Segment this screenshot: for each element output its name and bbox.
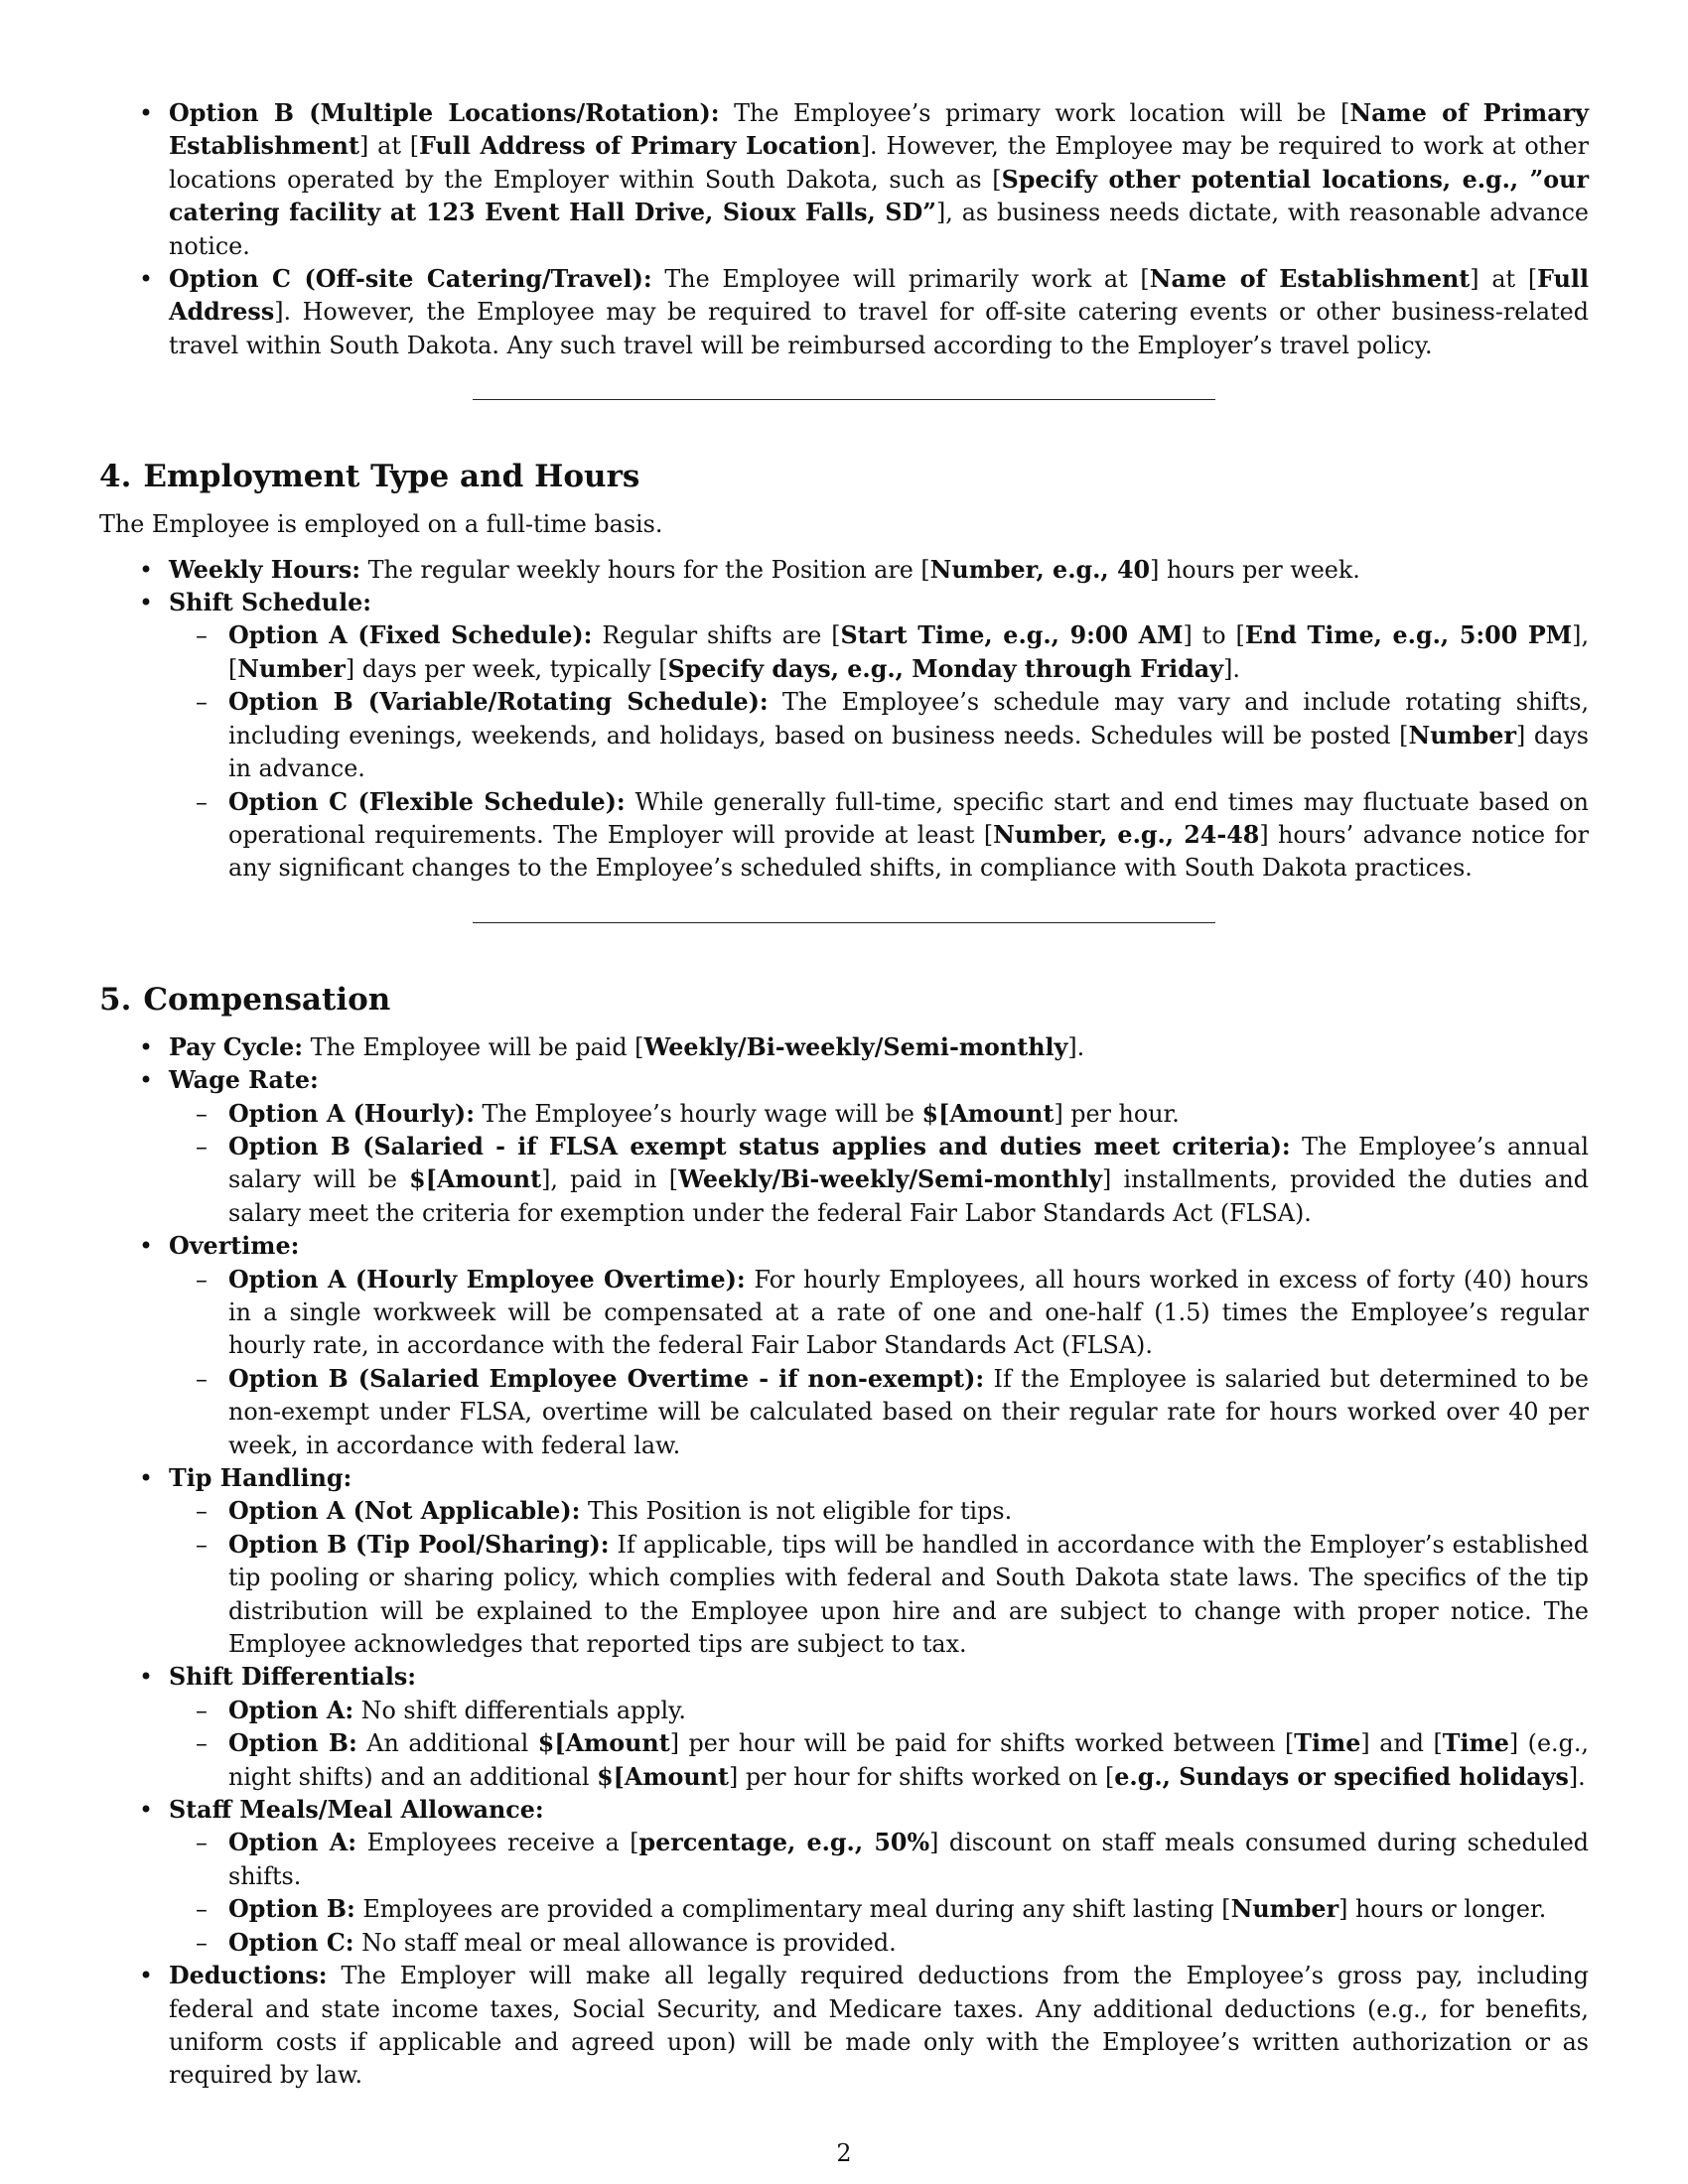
sub-list (169, 1695, 1589, 1794)
item-label: Option A (Fixed Schedule): (228, 621, 593, 650)
sub-list-item (169, 1363, 1589, 1462)
item-label: Option B (Multiple Locations/Rotation): (169, 99, 720, 127)
item-text: If the Employee is salaried but determined to be non-exempt under FLSA, overtime will be calculated based on their regular rate for hours worked over 40 per week, in accordance with federal law. (228, 1364, 1589, 1459)
item-text: Employees receive a [ (356, 1829, 639, 1857)
item-label: Option B: (228, 1729, 357, 1758)
item-text: The Employer will make all legally required deductions from the Employee’s gross pay, including federal and state income taxes, Social Security, and Medicare taxes. Any additional deductions (e.g., for benefits, uniform costs if applicable and agreed upon) will be made only with the Employee’s written authorization or as required by law. (169, 1962, 1589, 2090)
section-4-number: 4. (99, 459, 132, 495)
item-text: ] installments, provided the duties and salary meet the criteria for exemption under the federal Fair Labor Standards Act (FLSA). (228, 1165, 1590, 1227)
placeholder-text: percentage, e.g., 50% (638, 1829, 930, 1857)
placeholder-text: Number, e.g., 24-48 (993, 820, 1260, 849)
item-label: Wage Rate: (169, 1066, 319, 1095)
item-label: Option B (Variable/Rotating Schedule): (228, 688, 769, 717)
placeholder-text: Number (1230, 1895, 1339, 1924)
item-label: Option B (Tip Pool/Sharing): (228, 1530, 610, 1559)
sub-list (169, 1098, 1589, 1231)
section-divider (473, 399, 1215, 400)
item-text: ] to [ (1183, 621, 1245, 650)
item-label: Overtime: (169, 1232, 300, 1261)
item-text: ] discount on staff meals consumed during scheduled shifts. (228, 1829, 1590, 1890)
sub-list (169, 1264, 1589, 1462)
item-text: No shift differentials apply. (353, 1696, 686, 1724)
placeholder-text: Time (1294, 1729, 1361, 1758)
item-text: An additional (356, 1729, 538, 1758)
item-text: ] hours or longer. (1338, 1895, 1547, 1924)
list-item (99, 1960, 1589, 2093)
item-label: Option C: (228, 1928, 354, 1957)
item-label: Option A (Hourly Employee Overtime): (228, 1265, 746, 1294)
placeholder-text: Name of Primary Establishment (169, 99, 1590, 161)
sub-list-item (169, 1927, 1589, 1960)
placeholder-text: Number, e.g., 40 (929, 555, 1151, 584)
sub-list (169, 1495, 1589, 1661)
item-label: Option B (Salaried - if FLSA exempt status applies and duties meet criteria): (228, 1132, 1291, 1160)
item-text: Employees are provided a complimentary meal during any shift lasting [ (354, 1895, 1231, 1924)
item-label: Deductions: (169, 1962, 328, 1990)
item-text: ] per hour will be paid for shifts worked between [ (669, 1729, 1295, 1758)
item-label: Staff Meals/Meal Allowance: (169, 1796, 544, 1825)
item-text: ], [ (228, 621, 1590, 683)
page-content (99, 97, 1589, 2093)
sub-list-item (169, 1098, 1589, 1131)
item-text: ]. (1568, 1762, 1586, 1791)
section-5-title: Compensation (143, 981, 391, 1018)
item-text: ]. However, the Employee may be required to work at other locations operated by the Employer within South Dakota, such as [ (169, 132, 1589, 194)
item-text: The Employee’s hourly wage will be (474, 1099, 922, 1128)
page-number: 2 (836, 2139, 852, 2167)
sub-list-item (169, 786, 1589, 886)
placeholder-text: $[Amount (537, 1729, 670, 1758)
item-label: Pay Cycle: (169, 1032, 304, 1061)
placeholder-text: $[Amount (409, 1165, 542, 1194)
item-label: Option A: (228, 1829, 357, 1857)
item-label: Option A: (228, 1696, 354, 1724)
placeholder-text: e.g., Sundays or specified holidays (1114, 1762, 1569, 1791)
item-text: ] per hour. (1054, 1099, 1180, 1128)
item-text: ] at [ (1470, 265, 1538, 294)
item-label: Option C (Off-site Catering/Travel): (169, 265, 652, 294)
item-label: Option C (Flexible Schedule): (228, 787, 626, 816)
sub-list-item (169, 1131, 1589, 1230)
item-text: ] and [ (1360, 1729, 1443, 1758)
section-4-list (99, 554, 1589, 886)
list-item (99, 263, 1589, 362)
item-text: ]. However, the Employee may be required to travel for off-site catering events or other business-related travel within South Dakota. Any such travel will be reimbursed according to the Employer’s travel policy. (169, 298, 1589, 359)
item-text: The Employee’s primary work location will be [ (719, 99, 1350, 127)
list-item (99, 1064, 1589, 1230)
item-text: While generally full-time, specific start and end times may fluctuate based on operational requirements. The Employer will provide at least [ (228, 787, 1589, 849)
list-item (99, 587, 1589, 886)
placeholder-text: Weekly/Bi-weekly/Semi-monthly (643, 1032, 1068, 1061)
item-text: The Employee will primarily work at [ (651, 265, 1150, 294)
sub-list-item (169, 1264, 1589, 1363)
sub-list-item (169, 1893, 1589, 1926)
list-item (99, 1661, 1589, 1794)
item-text: ] days in advance. (228, 721, 1589, 783)
list-item (99, 1462, 1589, 1661)
item-text: The Employee’s annual salary will be (228, 1132, 1589, 1194)
item-text: ], paid in [ (541, 1165, 679, 1194)
item-label: Option B (Salaried Employee Overtime - if non-exempt): (228, 1364, 985, 1393)
item-text: ]. (1067, 1032, 1085, 1061)
list-item (99, 554, 1589, 587)
placeholder-text: Time (1442, 1729, 1509, 1758)
section-4-title: Employment Type and Hours (143, 459, 640, 495)
list-item (99, 1031, 1589, 1064)
sub-list (169, 1827, 1589, 1960)
sub-list-item (169, 1827, 1589, 1893)
sub-list-item (169, 1495, 1589, 1528)
item-text: No staff meal or meal allowance is provided. (353, 1928, 897, 1957)
sub-list-item (169, 619, 1589, 686)
placeholder-text: End Time, e.g., 5:00 PM (1244, 621, 1573, 650)
item-label: Option A (Hourly): (228, 1099, 475, 1128)
item-label: Tip Handling: (169, 1464, 352, 1492)
section-4-heading (99, 457, 1589, 496)
item-label: Weekly Hours: (169, 555, 361, 584)
sub-list-item (169, 1529, 1589, 1662)
item-text: ] hours per week. (1150, 555, 1360, 584)
item-text: ], as business needs dictate, with reasonable advance notice. (169, 199, 1589, 260)
placeholder-text: Start Time, e.g., 9:00 AM (840, 621, 1184, 650)
item-text: ] (e.g., night shifts) and an additional (228, 1729, 1589, 1791)
section-divider (473, 922, 1215, 923)
item-label: Option B: (228, 1895, 355, 1924)
item-text: This Position is not eligible for tips. (580, 1497, 1013, 1526)
placeholder-text: Number (237, 654, 346, 683)
item-text: ] hours’ advance notice for any significant changes to the Employee’s scheduled shifts, in compliance with South Dakota practices. (228, 820, 1589, 883)
item-text: ] per hour for shifts worked on [ (729, 1762, 1115, 1791)
item-text: ]. (1223, 654, 1240, 683)
section-5-number: 5. (99, 981, 132, 1018)
placeholder-text: Weekly/Bi-weekly/Semi-monthly (678, 1165, 1102, 1194)
sub-list-item (169, 686, 1589, 785)
placeholder-text: $[Amount (921, 1099, 1055, 1128)
item-label: Shift Differentials: (169, 1663, 417, 1692)
sub-list-item (169, 1727, 1589, 1794)
placeholder-text: Number (1408, 721, 1516, 750)
item-label: Option A (Not Applicable): (228, 1497, 581, 1526)
placeholder-text: Full Address (169, 265, 1589, 327)
placeholder-text: Full Address of Primary Location (419, 132, 861, 161)
section-5-heading (99, 980, 1589, 1020)
item-text: For hourly Employees, all hours worked in excess of forty (40) hours in a single workweek will be compensated at a rate of one and one-half (1.5) times the Employee’s regular hourly rate, in accordance with the federal Fair Labor Standards Act (FLSA). (228, 1265, 1589, 1360)
placeholder-text: Name of Establishment (1149, 265, 1471, 294)
list-item (99, 1230, 1589, 1462)
placeholder-text: Specify other potential locations, e.g., ”our catering facility at 123 Event Hall Drive, Sioux Falls, SD” (169, 165, 1589, 227)
item-text: Regular shifts are [ (592, 621, 841, 650)
sub-list (169, 619, 1589, 885)
section-4-intro: The Employee is employed on a full-time basis. (99, 510, 663, 539)
item-text: The regular weekly hours for the Position are [ (360, 555, 930, 584)
sub-list-item (169, 1695, 1589, 1727)
list-item (99, 1794, 1589, 1960)
item-text: ] at [ (358, 132, 420, 161)
section-5-list (99, 1031, 1589, 2093)
item-text: The Employee will be paid [ (303, 1032, 644, 1061)
location-options-list (99, 97, 1589, 362)
item-text: The Employee’s schedule may vary and include rotating shifts, including evenings, weekends, and holidays, based on business needs. Schedules will be posted [ (228, 688, 1590, 750)
item-text: If applicable, tips will be handled in accordance with the Employer’s established tip pooling or sharing policy, which complies with federal and South Dakota state laws. The specifics of the tip distribution will be explained to the Employee upon hire and are subject to change with proper notice. The Employee acknowledges that reported tips are subject to tax. (228, 1530, 1590, 1659)
item-text: ] days per week, typically [ (345, 654, 668, 683)
list-item (99, 97, 1589, 263)
placeholder-text: $[Amount (597, 1762, 729, 1791)
item-label: Shift Schedule: (169, 589, 372, 617)
placeholder-text: Specify days, e.g., Monday through Friday (667, 654, 1224, 683)
